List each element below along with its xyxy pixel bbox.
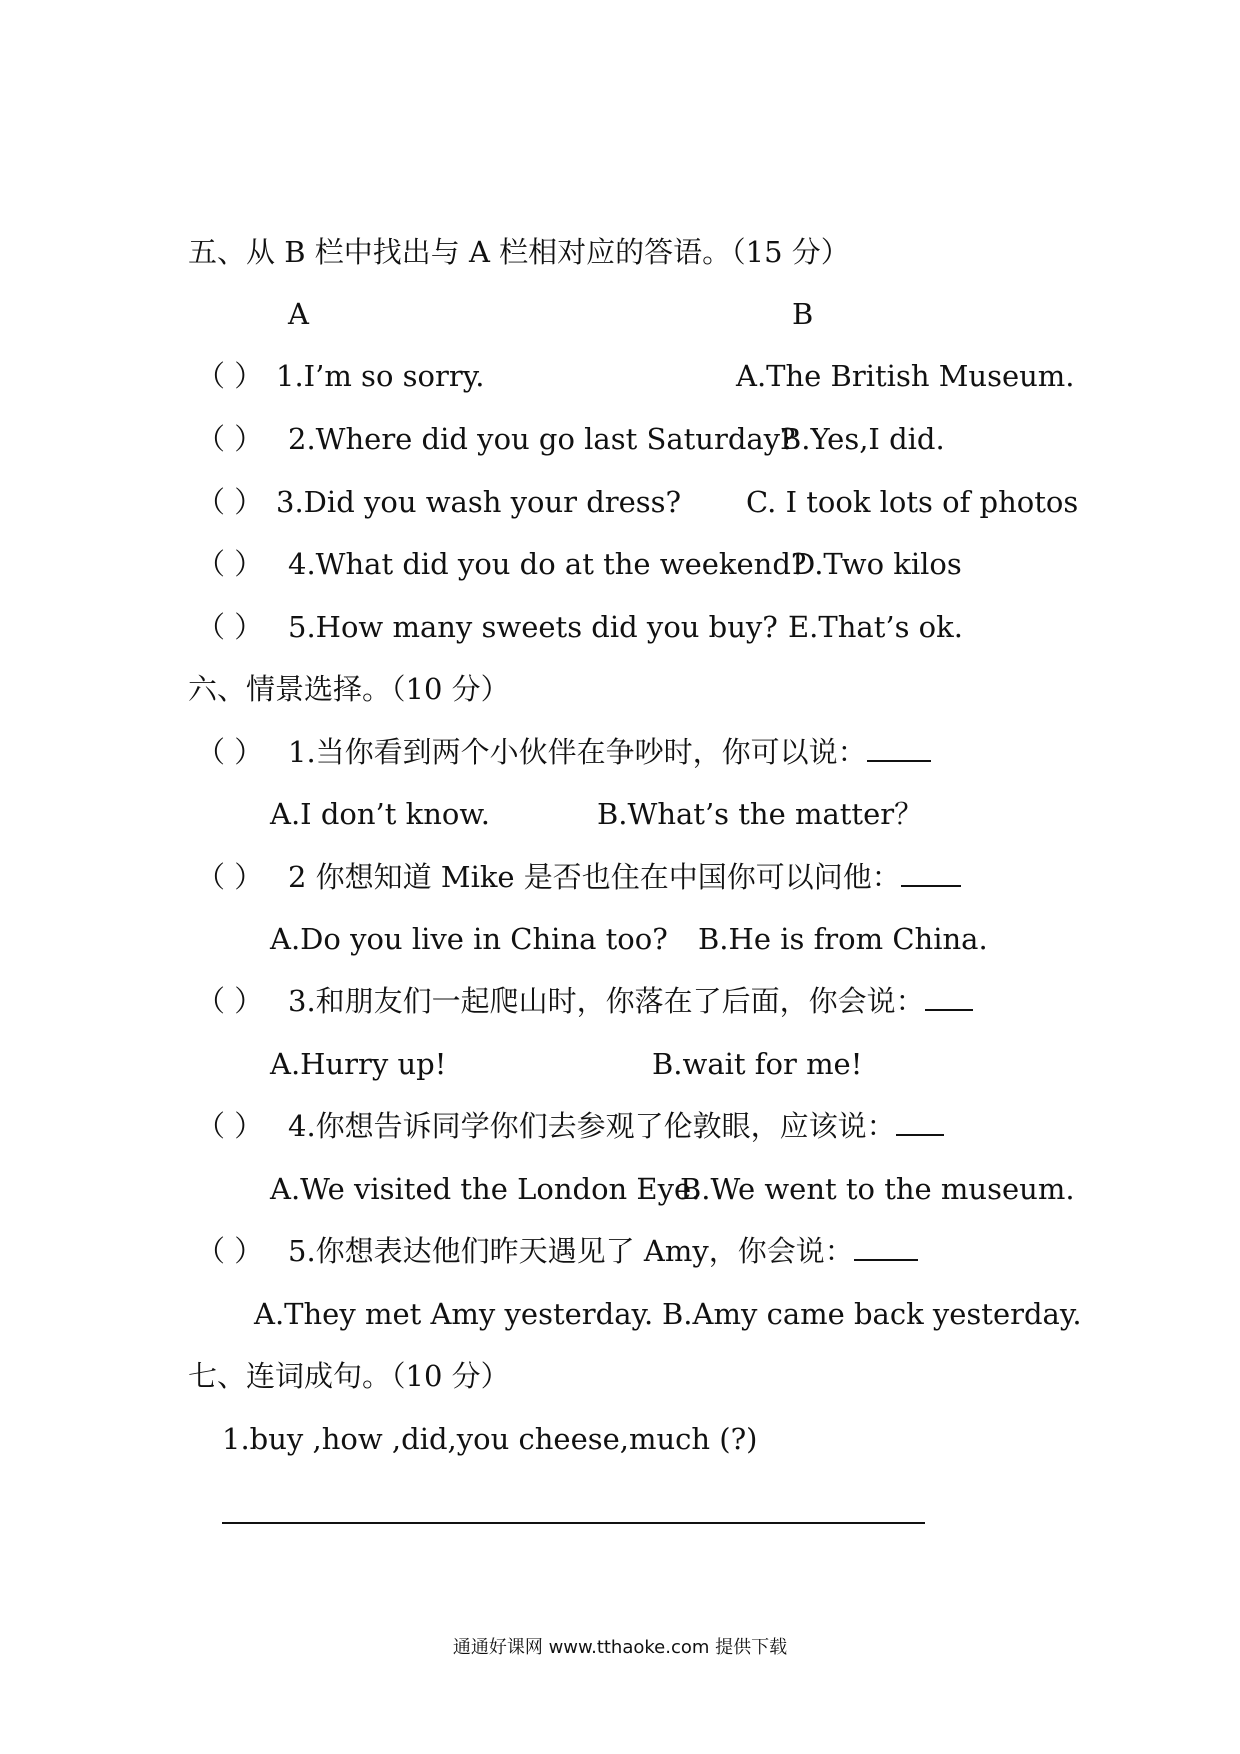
column-a-label: A (288, 297, 309, 331)
option-b: B.wait for me! (652, 1047, 863, 1081)
answer-paren: （ ） (196, 984, 264, 1018)
column-b-label: B (792, 297, 814, 331)
option-a: A.Hurry up! (270, 1047, 447, 1081)
answer-paren: （ ） (196, 1234, 264, 1268)
option-b: B.Amy came back yesterday. (662, 1297, 1082, 1331)
match-question: 5.How many sweets did you buy? (288, 610, 778, 644)
match-question: 1.I’m so sorry. (276, 359, 485, 393)
match-answer: E.That’s ok. (788, 610, 963, 644)
section-7-heading: 七、连词成句。（10 分） (188, 1359, 510, 1393)
section-6-heading: 六、情景选择。（10 分） (188, 672, 510, 706)
section-5-heading: 五、从 B 栏中找出与 A 栏相对应的答语。（15 分） (188, 235, 850, 269)
word-order-question: 1.buy ,how ,did,you cheese,much (?) (222, 1422, 758, 1456)
page-footer: 通通好课网 www.tthaoke.com 提供下载 (452, 1637, 788, 1658)
answer-blank[interactable] (901, 861, 961, 887)
writing-line[interactable] (222, 1522, 925, 1524)
answer-paren: （ ） (196, 547, 264, 581)
option-b: B.We went to the museum. (680, 1172, 1075, 1206)
answer-paren: （ ） (196, 860, 264, 894)
choice-question: 3.和朋友们一起爬山时，你落在了后面，你会说： (288, 983, 973, 1019)
choice-question: 5.你想表达他们昨天遇见了 Amy，你会说： (288, 1233, 918, 1269)
match-answer: B.Yes,I did. (780, 422, 945, 456)
match-question: 3.Did you wash your dress? (276, 485, 682, 519)
option-a: A.I don’t know. (270, 797, 490, 831)
match-answer: C. I took lots of photos (746, 485, 1079, 519)
answer-paren: （ ） (196, 1109, 264, 1143)
answer-blank[interactable] (867, 736, 931, 762)
answer-paren: （ ） (196, 359, 264, 393)
option-b: B.He is from China. (698, 922, 988, 956)
choice-question: 1.当你看到两个小伙伴在争吵时，你可以说： (288, 734, 931, 770)
answer-paren: （ ） (196, 485, 264, 519)
answer-blank[interactable] (896, 1110, 944, 1136)
option-b: B.What’s the matter？ (597, 797, 924, 831)
match-question: 4.What did you do at the weekend? (288, 547, 807, 581)
match-answer: D.Two kilos (792, 547, 962, 581)
option-a: A.We visited the London Eye. (270, 1172, 701, 1206)
answer-blank[interactable] (854, 1235, 918, 1261)
option-a: A.Do you live in China too? (270, 922, 668, 956)
answer-paren: （ ） (196, 610, 264, 644)
answer-paren: （ ） (196, 735, 264, 769)
answer-blank[interactable] (925, 985, 973, 1011)
option-a: A.They met Amy yesterday. (254, 1297, 654, 1331)
choice-question: 2 你想知道 Mike 是否也住在中国你可以问他： (288, 859, 961, 895)
choice-question: 4.你想告诉同学你们去参观了伦敦眼，应该说： (288, 1108, 944, 1144)
match-answer: A.The British Museum. (736, 359, 1075, 393)
match-question: 2.Where did you go last Saturday? (288, 422, 796, 456)
answer-paren: （ ） (196, 422, 264, 456)
